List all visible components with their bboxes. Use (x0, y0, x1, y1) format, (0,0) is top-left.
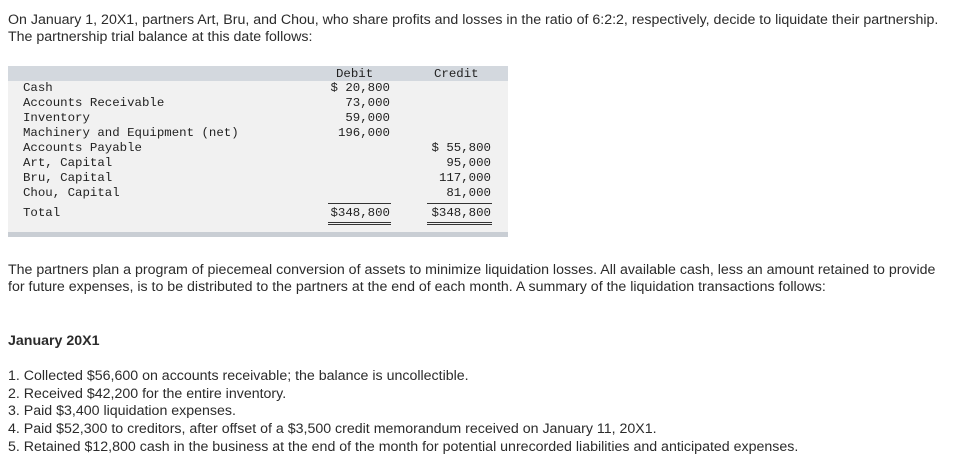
total-label: Total (23, 206, 61, 220)
list-item: 1. Collected $56,600 on accounts receivable; the balance is uncollectible. (8, 368, 469, 384)
credit-total-double-rule (427, 224, 492, 225)
table-row (8, 126, 508, 141)
account-name: Cash (23, 81, 53, 95)
debit-subtotal-rule (328, 203, 391, 204)
account-name: Machinery and Equipment (net) (23, 126, 239, 140)
total-debit: $348,800 (330, 206, 390, 220)
account-name: Inventory (23, 111, 90, 125)
intro-paragraph: On January 1, 20X1, partners Art, Bru, and Chou, who share profits and losses in the ratio of 6:2:2, respectively, decide to liquidate their partnership. The partnership trial balance at this date follows: (8, 12, 939, 45)
debit-amount: 59,000 (345, 111, 390, 125)
table-header-bar (8, 66, 508, 81)
table-row (8, 81, 508, 96)
debit-amount: 196,000 (337, 126, 390, 140)
credit-amount: 117,000 (438, 171, 491, 185)
table-row (8, 141, 508, 156)
debit-total-double-rule (328, 222, 391, 223)
debit-amount: $ 20,800 (330, 81, 390, 95)
plan-paragraph: The partners plan a program of piecemeal conversion of assets to minimize liquidation losses. All available cash, less an amount retained to provide for future expenses, is to be distributed to the partners at the end of each month. A summary of the liquidation transactions follows: (8, 262, 936, 295)
list-item: 5. Retained $12,800 cash in the business at the end of the month for potential unrecorded liabilities and anticipated expenses. (8, 438, 799, 455)
total-row (8, 206, 508, 221)
credit-amount: $ 55,800 (431, 141, 491, 155)
table-row (8, 186, 508, 201)
table-row (8, 111, 508, 126)
month-heading: January 20X1 (8, 333, 100, 349)
transaction-list (8, 368, 798, 457)
table-row (8, 96, 508, 111)
credit-amount: 95,000 (446, 156, 491, 170)
account-name: Accounts Payable (23, 141, 142, 155)
total-credit: $348,800 (431, 206, 491, 220)
debit-header: Debit (336, 67, 374, 81)
trial-balance-table (8, 66, 508, 237)
credit-total-double-rule (427, 222, 492, 223)
account-name: Chou, Capital (23, 186, 120, 200)
credit-header: Credit (434, 67, 479, 81)
debit-total-double-rule (328, 224, 391, 225)
list-item: 4. Paid $52,300 to creditors, after offset of a $3,500 credit memorandum received on January 11, 20X1. (8, 421, 657, 438)
account-name: Art, Capital (23, 156, 113, 170)
credit-subtotal-rule (427, 203, 492, 204)
account-name: Bru, Capital (23, 171, 113, 185)
account-name: Accounts Receivable (23, 96, 165, 110)
table-row (8, 171, 508, 186)
list-item: 3. Paid $3,400 liquidation expenses. (8, 403, 236, 420)
table-footer-bar (8, 232, 508, 237)
credit-amount: 81,000 (446, 186, 491, 200)
list-item: 2. Received $42,200 for the entire inventory. (8, 385, 287, 402)
debit-amount: 73,000 (345, 96, 390, 110)
table-row (8, 156, 508, 171)
